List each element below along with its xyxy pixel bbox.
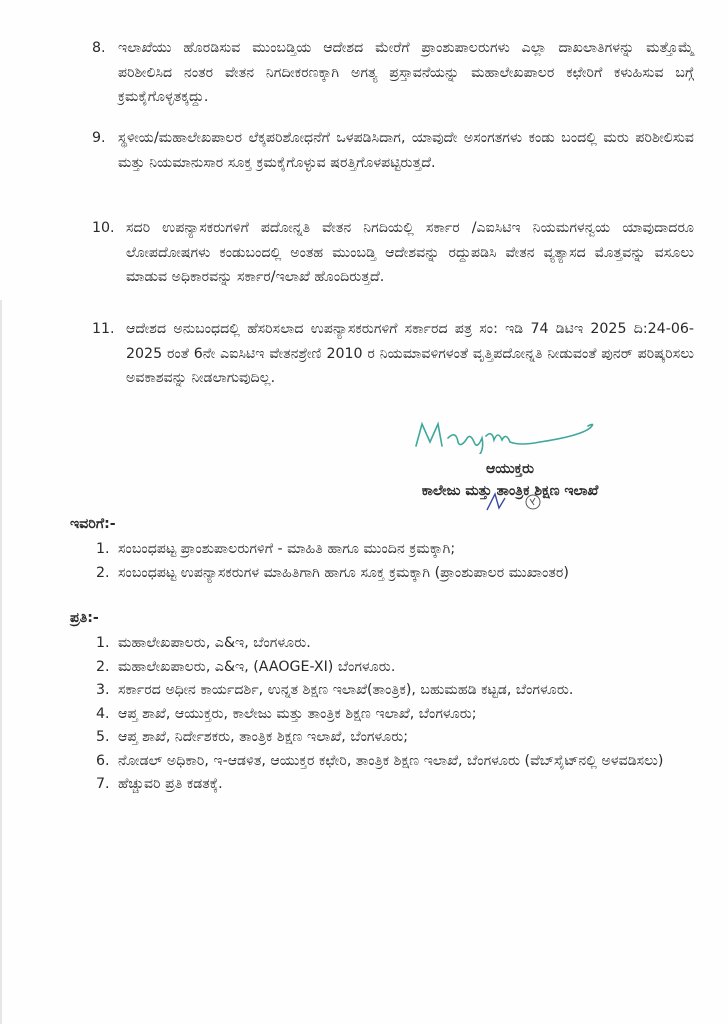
clause-text: ಆದೇಶದ ಅನುಬಂಧದಲ್ಲಿ ಹೆಸರಿಸಲಾದ ಉಪನ್ಯಾಸಕರುಗಳಿಗೆ ಸರ್ಕಾರದ ಪತ್ರ ಸಂ: ಇಡಿ 74 ಡಿಟಿಇ 2025 ದಿ:24-06-2025 ರಂತೆ 6ನೇ ಎಐಸಿಟಿಇ ವೇತನಶ್ರೇಣಿ 2010 ರ ನಿಯಮಾವಳಿಗಳಂತೆ ವೃತ್ತಿಪದೋನ್ನತಿ ನೀಡುವಂತೆ ಪುನರ್ ಪರಿಷ್ಕರಿಸಲು ಅವಕಾಶವನ್ನು ನೀಡಲಾಗುವುದಿಲ್ಲ.: [126, 321, 694, 386]
list-item: 6. ನೋಡಲ್ ಅಧಿಕಾರಿ, ಇ-ಆಡಳಿತ, ಆಯುಕ್ತರ ಕಛೇರಿ, ತಾಂತ್ರಿಕ ಶಿಕ್ಷಣ ಇಲಾಖೆ, ಬೆಂಗಳೂರು (ವೆಬ್‌ಸೈಟ್‌ನಲ್ಲಿ ಅಳವಡಿಸಲು): [96, 752, 664, 769]
clause-text: ಸ್ಥಳೀಯ/ಮಹಾಲೇಖಪಾಲರ ಲೆಕ್ಕಪರಿಶೋಧನೆಗೆ ಒಳಪಡಿಸಿದಾಗ, ಯಾವುದೇ ಅಸಂಗತಗಳು ಕಂಡು ಬಂದಲ್ಲಿ ಮರು ಪರಿಶೀಲಿಸುವ ಮತ್ತು ನಿಯಮಾನುಸಾರ ಸೂಕ್ತ ಕ್ರಮಕೈಗೊಳ್ಳುವ ಷರತ್ತಿಗೊಳಪಟ್ಟಿರುತ್ತದೆ.: [118, 130, 694, 171]
copies-label: ಪ್ರತಿ:-: [70, 610, 99, 626]
clause-number: 10.: [92, 220, 115, 236]
list-item: 4. ಆಪ್ತ ಶಾಖೆ, ಆಯುಕ್ತರು, ಕಾಲೇಜು ಮತ್ತು ತಾಂತ್ರಿಕ ಶಿಕ್ಷಣ ಇಲಾಖೆ, ಬೆಂಗಳೂರು;: [96, 705, 477, 722]
clause-number: 9.: [92, 130, 106, 146]
clause-text: ಸದರಿ ಉಪನ್ಯಾಸಕರುಗಳಿಗೆ ಪದೋನ್ನತಿ ವೇತನ ನಿಗದಿಯಲ್ಲಿ ಸರ್ಕಾರ /ಎಐಸಿಟಿಇ ನಿಯಮಗಳನ್ವಯ ಯಾವುದಾದರೂ ಲೋಪದೋಷಗಳು ಕಂಡುಬಂದಲ್ಲಿ ಅಂತಹ ಮುಂಬಡ್ತಿ ಆದೇಶವನ್ನು ರದ್ದುಪಡಿಸಿ ವೇತನ ವ್ಯತ್ಯಾಸದ ಮೊತ್ತವನ್ನು ವಸೂಲು ಮಾಡುವ ಅಧಿಕಾರವನ್ನು ಸರ್ಕಾರ/ಇಲಾಖೆ ಹೊಂದಿರುತ್ತದೆ.: [126, 220, 694, 285]
recipients-label: ಇವರಿಗೆ:-: [70, 516, 116, 532]
recipients-list: [96, 538, 696, 585]
handwritten-signature-icon: [410, 418, 610, 454]
scan-edge-shadow: [0, 300, 2, 1024]
list-item: 1. ಮಹಾಲೇಖಪಾಲರು, ಎ&ಇ, ಬೆಂಗಳೂರು.: [96, 635, 311, 651]
clause-number: 8.: [92, 40, 106, 56]
clause-text: ಇಲಾಖೆಯು ಹೊರಡಿಸುವ ಮುಂಬಡ್ತಿಯ ಆದೇಶದ ಮೇರೆಗೆ ಪ್ರಾಂಶುಪಾಲರುಗಳು ಎಲ್ಲಾ ದಾಖಲಾತಿಗಳನ್ನು ಮತ್ತೊಮ್ಮೆ ಪರಿಶೀಲಿಸಿದ ನಂತರ ವೇತನ ನಿಗದೀಕರಣಕ್ಕಾಗಿ ಅಗತ್ಯ ಪ್ರಸ್ತಾವನೆಯನ್ನು ಮಹಾಲೇಖಪಾಲರ ಕಛೇರಿಗೆ ಕಳುಹಿಸುವ ಬಗ್ಗೆ ಕ್ರಮಕೈಗೊಳ್ಳತಕ್ಕದ್ದು.: [118, 40, 694, 105]
clause-number: 11.: [92, 321, 115, 337]
list-item: 7. ಹೆಚ್ಚುವರಿ ಪ್ರತಿ ಕಡತಕ್ಕೆ.: [96, 776, 223, 792]
list-item: 2. ಸಂಬಂಧಪಟ್ಟ ಉಪನ್ಯಾಸಕರುಗಳ ಮಾಹಿತಿಗಾಗಿ ಹಾಗೂ ಸೂಕ್ತ ಕ್ರಮಕ್ಕಾಗಿ (ಪ್ರಾಂಶುಪಾಲರ ಮುಖಾಂತರ): [96, 564, 569, 581]
clause-9: [92, 126, 694, 175]
list-item: 5. ಆಪ್ತ ಶಾಖೆ, ನಿರ್ದೇಶಕರು, ತಾಂತ್ರಿಕ ಶಿಕ್ಷಣ ಇಲಾಖೆ, ಬೆಂಗಳೂರು;: [96, 729, 409, 745]
signatory-title: ಆಯುಕ್ತರು: [485, 461, 535, 477]
clause-11: [92, 317, 694, 391]
signatory-department: ಕಾಲೇಜು ಮತ್ತು ತಾಂತ್ರಿಕ ಶಿಕ್ಷಣ ಇಲಾಖೆ: [421, 483, 599, 499]
clause-8: [92, 36, 694, 110]
list-item: 1. ಸಂಬಂಧಪಟ್ಟ ಪ್ರಾಂಶುಪಾಲರುಗಳಿಗೆ - ಮಾಹಿತಿ ಹಾಗೂ ಮುಂದಿನ ಕ್ರಮಕ್ಕಾಗಿ;: [96, 541, 456, 557]
list-item: 3. ಸರ್ಕಾರದ ಅಧೀನ ಕಾರ್ಯದರ್ಶಿ, ಉನ್ನತ ಶಿಕ್ಷಣ ಇಲಾಖೆ(ತಾಂತ್ರಿಕ), ಬಹುಮಹಡಿ ಕಟ್ಟಡ, ಬೆಂಗಳೂರು.: [96, 682, 574, 698]
list-item: 2. ಮಹಾಲೇಖಪಾಲರು, ಎ&ಇ, (AAOGE-XI) ಬೆಂಗಳೂರು.: [96, 658, 396, 675]
copies-list: [96, 632, 696, 797]
clause-10: [92, 216, 694, 290]
initials-mark-icon: [485, 490, 545, 514]
